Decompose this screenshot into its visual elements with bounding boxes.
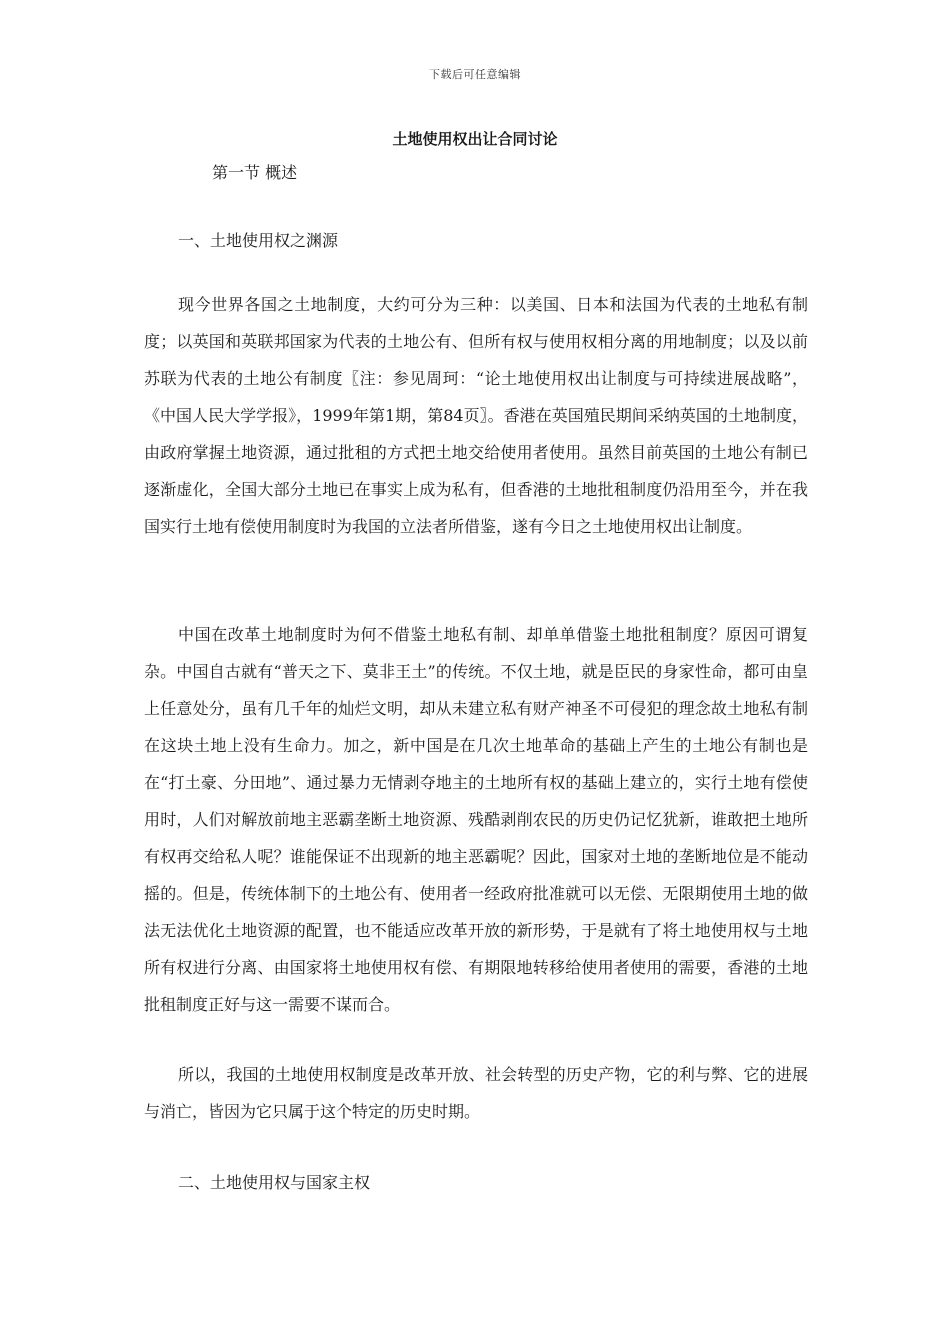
section-heading: 第一节 概述 bbox=[212, 163, 298, 182]
subheading-sovereignty: 二、土地使用权与国家主权 bbox=[178, 1173, 371, 1192]
paragraph-land-systems: 现今世界各国之土地制度，大约可分为三种：以美国、日本和法国为代表的土地私有制度；以英国和英联邦国家为代表的土地公有、但所有权与使用权相分离的用地制度；以及以前苏联为代表的土地公有制度〖注：参见周珂：“论土地使用权出让制度与可持续进展战略”，《中国人民大学学报》，1999年第1期，第84页〗。香港在英国殖民期间采纳英国的土地制度，由政府掌握土地资源，通过批租的方式把土地交给使用者使用。虽然目前英国的土地公有制已逐渐虚化，全国大部分土地已在事实上成为私有，但香港的土地批租制度仍沿用至今，并在我国实行土地有偿使用制度时为我国的立法者所借鉴，遂有今日之土地使用权出让制度。 bbox=[144, 295, 808, 536]
header-note: 下载后可任意编辑 bbox=[429, 68, 521, 81]
paragraph-china-reform: 中国在改革土地制度时为何不借鉴土地私有制、却单单借鉴土地批租制度？原因可谓复杂。中国自古就有“普天之下、莫非王土”的传统。不仅土地，就是臣民的身家性命，都可由皇上任意处分，虽有几千年的灿烂文明，却从未建立私有财产神圣不可侵犯的理念故土地私有制在这块土地上没有生命力。加之，新中国是在几次土地革命的基础上产生的土地公有制也是在“打土豪、分田地”、通过暴力无情剥夺地主的土地所有权的基础上建立的，实行土地有偿使用时，人们对解放前地主恶霸垄断土地资源、残酷剥削农民的历史仍记忆犹新，谁敢把土地所有权再交给私人呢？谁能保证不出现新的地主恶霸呢？因此，国家对土地的垄断地位是不能动摇的。但是，传统体制下的土地公有、使用者一经政府批准就可以无偿、无限期使用土地的做法无法优化土地资源的配置，也不能适应改革开放的新形势，于是就有了将土地使用权与土地所有权进行分离、由国家将土地使用权有偿、有期限地转移给使用者使用的需要，香港的土地批租制度正好与这一需要不谋而合。 bbox=[144, 625, 808, 1014]
paragraph-conclusion: 所以，我国的土地使用权制度是改革开放、社会转型的历史产物，它的利与弊、它的进展与消亡，皆因为它只属于这个特定的历史时期。 bbox=[144, 1065, 808, 1121]
document-title: 土地使用权出让合同讨论 bbox=[392, 130, 558, 148]
subheading-origin: 一、土地使用权之渊源 bbox=[178, 231, 339, 250]
